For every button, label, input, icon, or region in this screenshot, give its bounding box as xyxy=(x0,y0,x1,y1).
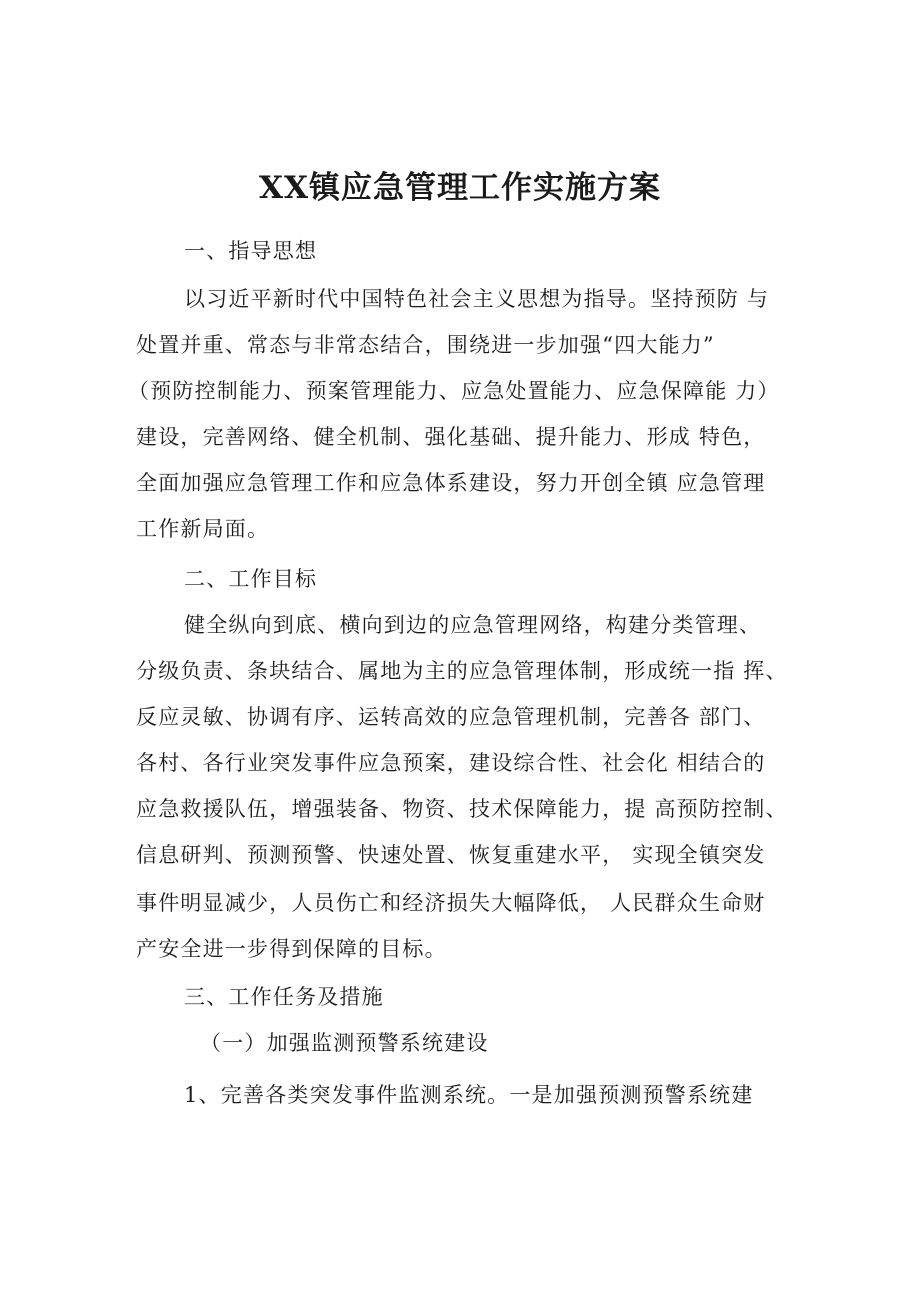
paragraph-line: 1、完善各类突发事件监测系统。一是加强预测预警系统建 xyxy=(184,1083,754,1107)
paragraph-line: 处置并重、常态与非常态结合，围绕进一步加强“四大能力” xyxy=(136,333,715,357)
paragraph-line: 各村、各行业突发事件应急预案，建设综合性、社会化 相结合的 xyxy=(136,751,766,775)
subsection-heading: （一）加强监测预警系统建设 xyxy=(200,1031,489,1055)
paragraph-line: 事件明显减少，人员伤亡和经济损失大幅降低， 人民群众生命财 xyxy=(136,891,766,915)
paragraph-line: 信息研判、预测预警、快速处置、恢复重建水平， 实现全镇突发 xyxy=(136,843,766,867)
paragraph-line: 建设，完善网络、健全机制、强化基础、提升能力、形成 特色， xyxy=(136,425,766,449)
paragraph-line: 工作新局面。 xyxy=(136,517,270,541)
document-title: XX镇应急管理工作实施方案 xyxy=(258,170,662,206)
paragraph-line: 健全纵向到底、横向到边的应急管理网络，构建分类管理、 xyxy=(184,613,762,637)
section-heading-tasks-measures: 三、工作任务及措施 xyxy=(184,985,384,1009)
paragraph-line: 全面加强应急管理工作和应急体系建设，努力开创全镇 应急管理 xyxy=(136,471,766,495)
section-heading-work-goals: 二、工作目标 xyxy=(184,567,318,591)
paragraph-line: 以习近平新时代中国特色社会主义思想为指导。坚持预防 与 xyxy=(184,287,770,311)
section-heading-guiding-ideology: 一、指导思想 xyxy=(184,239,318,263)
paragraph-line: （预防控制能力、预案管理能力、应急处置能力、应急保障能 力） xyxy=(128,379,780,403)
paragraph-line: 分级负责、条块结合、属地为主的应急管理体制，形成统一指 挥、 xyxy=(136,659,788,683)
paragraph-line: 反应灵敏、协调有序、运转高效的应急管理机制，完善各 部门、 xyxy=(136,705,766,729)
paragraph-line: 产安全进一步得到保障的目标。 xyxy=(136,937,447,961)
paragraph-line: 应急救援队伍，增强装备、物资、技术保障能力，提 高预防控制、 xyxy=(136,797,788,821)
